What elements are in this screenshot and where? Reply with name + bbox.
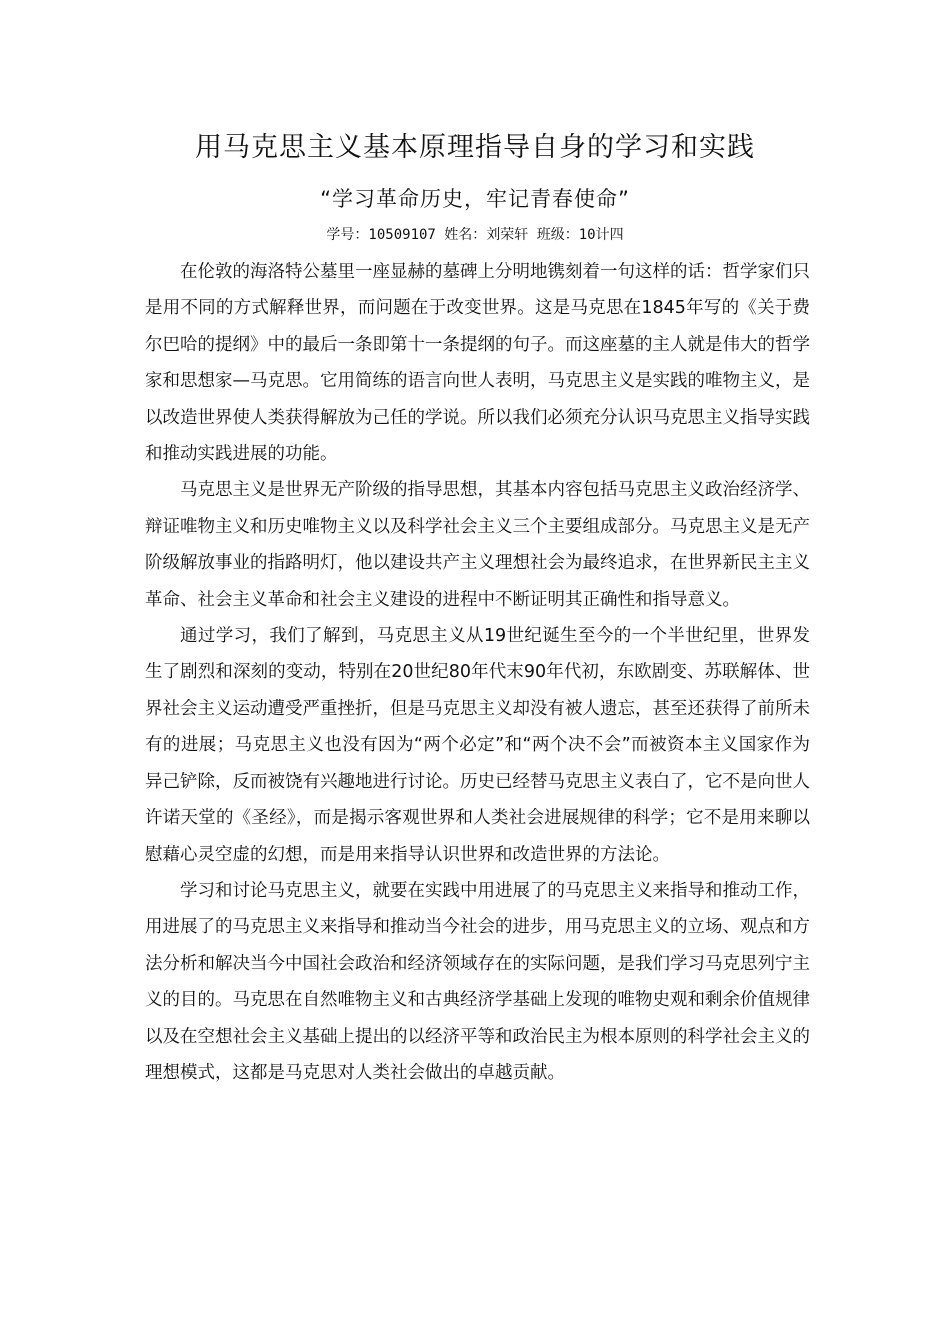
document-subtitle: “学习革命历史，牢记青春使命” bbox=[320, 187, 630, 211]
paragraph-1: 在伦敦的海洛特公墓里一座显赫的墓碑上分明地镌刻着一句这样的话：哲学家们只是用不同的方式解释世界，而问题在于改变世界。这是马克思在1845年写的《关于费尔巴哈的提纲》中的最后一条即第十一条提纲的句子。而这座墓的主人就是伟大的哲学家和思想家—马克思。它用简练的语言向世人表明，马克思主义是实践的唯物主义，是以改造世界使人类获得解放为己任的学说。所以我们必须充分认识马克思主义指导实践和推动实践进展的功能。 bbox=[145, 262, 810, 465]
document-body bbox=[145, 254, 810, 1091]
paragraph-2: 马克思主义是世界无产阶级的指导思想，其基本内容包括马克思主义政治经济学、辩证唯物主义和历史唯物主义以及科学社会主义三个主要组成部分。马克思主义是无产阶级解放事业的指路明灯，他以建设共产主义理想社会为最终追求，在世界新民主主义革命、社会主义革命和社会主义建设的进程中不断证明其正确性和指导意义。 bbox=[145, 480, 810, 610]
student-info: 学号：10509107 姓名：刘荣轩 班级：10计四 bbox=[326, 227, 624, 243]
paragraph-4: 学习和讨论马克思主义，就要在实践中用进展了的马克思主义来指导和推动工作，用进展了的马克思主义来指导和推动当今社会的进步，用马克思主义的立场、观点和方法分析和解决当今中国社会政治和经济领域存在的实际问题，是我们学习马克思列宁主义的目的。马克思在自然唯物主义和古典经济学基础上发现的唯物史观和剩余价值规律以及在空想社会主义基础上提出的以经济平等和政治民主为根本原则的科学社会主义的理想模式，这都是马克思对人类社会做出的卓越贡献。 bbox=[145, 880, 810, 1083]
paragraph-3: 通过学习，我们了解到，马克思主义从19世纪诞生至今的一个半世纪里，世界发生了剧烈和深刻的变动，特别在20世纪80年代末90年代初，东欧剧变、苏联解体、世界社会主义运动遭受严重挫折，但是马克思主义却没有被人遗忘，甚至还获得了前所未有的进展；马克思主义也没有因为“两个必定”和“两个决不会”而被资本主义国家作为异己铲除，反而被饶有兴趣地进行讨论。历史已经替马克思主义表白了，它不是向世人许诺天堂的《圣经》，而是揭示客观世界和人类社会进展规律的科学；它不是用来聊以慰藉心灵空虚的幻想，而是用来指导认识世界和改造世界的方法论。 bbox=[145, 626, 810, 865]
document-title: 用马克思主义基本原理指导自身的学习和实践 bbox=[195, 132, 755, 163]
